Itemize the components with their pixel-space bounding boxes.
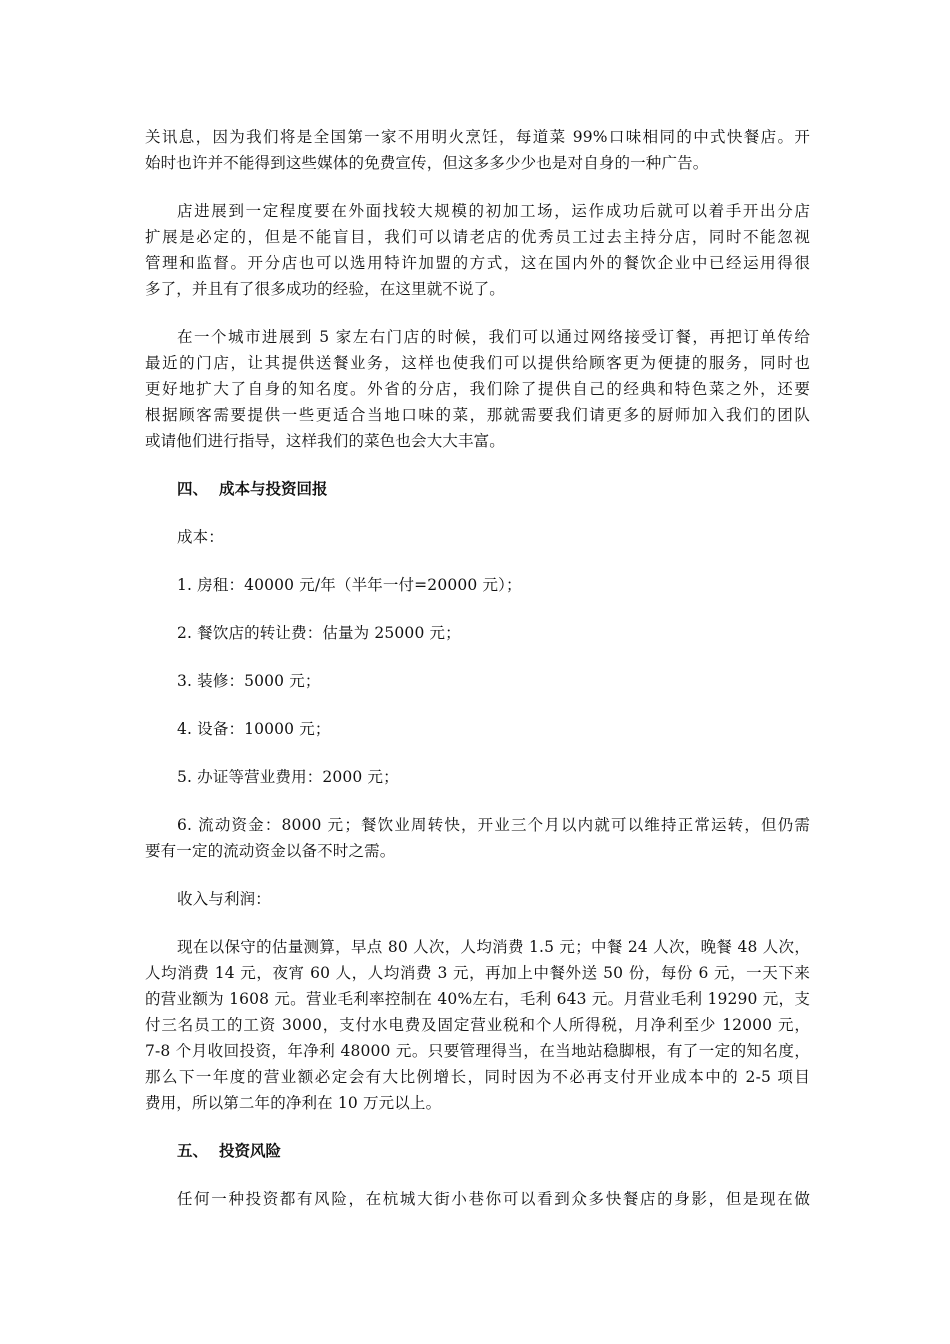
text-line: 6. 流动资金：8000 元；餐饮业周转快，开业三个月以内就可以维持正常运转，但仍需 [177, 816, 810, 834]
text-line: 根据顾客需要提供一些更适合当地口味的菜，那就需要我们请更多的厨师加入我们的团队 [145, 406, 810, 424]
text-line: 最近的门店，让其提供送餐业务，这样也使我们可以提供给顾客更为便捷的服务，同时也 [145, 354, 810, 372]
income-label: 收入与利润： [177, 890, 271, 908]
text-line: 关讯息，因为我们将是全国第一家不用明火烹饪，每道菜 99%口味相同的中式快餐店。开 [145, 128, 810, 146]
text-line: 在一个城市进展到 5 家左右门店的时候，我们可以通过网络接受订餐，再把订单传给 [177, 328, 810, 346]
text-line: 人均消费 14 元，夜宵 60 人，人均消费 3 元，再加上中餐外送 50 份，每份 6 元，一天下来 [145, 964, 810, 982]
text-line: 更好地扩大了自身的知名度。外省的分店，我们除了提供自己的经典和特色菜之外，还要 [145, 380, 810, 398]
text-line: 现在以保守的估量测算，早点 80 人次，人均消费 1.5 元；中餐 24 人次，晚餐 48 人次， [177, 938, 810, 956]
text-line: 那么下一年度的营业额必定会有大比例增长，同时因为不必再支付开业成本中的 2-5 项目 [145, 1068, 810, 1086]
text-line: 费用，所以第二年的净利在 10 万元以上。 [145, 1094, 442, 1112]
paragraph-income [145, 934, 810, 1116]
paragraph-risk [145, 1186, 810, 1212]
text-line: 要有一定的流动资金以备不时之需。 [145, 842, 396, 860]
section-heading-cost [145, 476, 810, 502]
paragraph-online-ordering [145, 324, 810, 454]
section-heading-risk [145, 1138, 810, 1164]
text-line: 的营业额为 1608 元。营业毛利率控制在 40%左右，毛利 643 元。月营业毛利 19290 元，支 [145, 990, 810, 1008]
text-line: 7-8 个月收回投资，年净利 48000 元。只要管理得当，在当地站稳脚根，有了一定的知名度， [145, 1042, 810, 1060]
paragraph-intro [145, 124, 810, 176]
text-line: 或请他们进行指导，这样我们的菜色也会大大丰富。 [145, 432, 505, 450]
section-title: 投资风险 [219, 1141, 282, 1160]
section-number: 四、 [177, 479, 209, 498]
cost-label: 成本： [177, 528, 224, 546]
document-page [145, 124, 810, 1212]
text-line: 始时也许并不能得到这些媒体的免费宣传，但这多多少少也是对自身的一种广告。 [145, 154, 709, 172]
cost-item: 1. 房租：40000 元/年（半年一付=20000 元）； [177, 576, 522, 594]
cost-item: 3. 装修：5000 元； [177, 672, 321, 690]
text-line: 店进展到一定程度要在外面找较大规模的初加工场，运作成功后就可以着手开出分店 [177, 202, 810, 220]
section-number: 五、 [177, 1141, 209, 1160]
section-title: 成本与投资回报 [219, 479, 328, 498]
text-line: 扩展是必定的，但是不能盲目，我们可以请老店的优秀员工过去主持分店，同时不能忽视 [145, 228, 810, 246]
cost-item-working-capital [145, 812, 810, 864]
cost-item: 2. 餐饮店的转让费：估量为 25000 元； [177, 624, 461, 642]
cost-item: 5. 办证等营业费用：2000 元； [177, 768, 399, 786]
cost-item: 4. 设备：10000 元； [177, 720, 331, 738]
text-line: 任何一种投资都有风险，在杭城大街小巷你可以看到众多快餐店的身影，但是现在做 [177, 1190, 810, 1208]
text-line: 管理和监督。开分店也可以选用特许加盟的方式，这在国内外的餐饮企业中已经运用得很 [145, 254, 810, 272]
text-line: 付三名员工的工资 3000，支付水电费及固定营业税和个人所得税，月净利至少 12000 元， [145, 1016, 810, 1034]
text-line: 多了，并且有了很多成功的经验，在这里就不说了。 [145, 280, 505, 298]
paragraph-expansion [145, 198, 810, 302]
